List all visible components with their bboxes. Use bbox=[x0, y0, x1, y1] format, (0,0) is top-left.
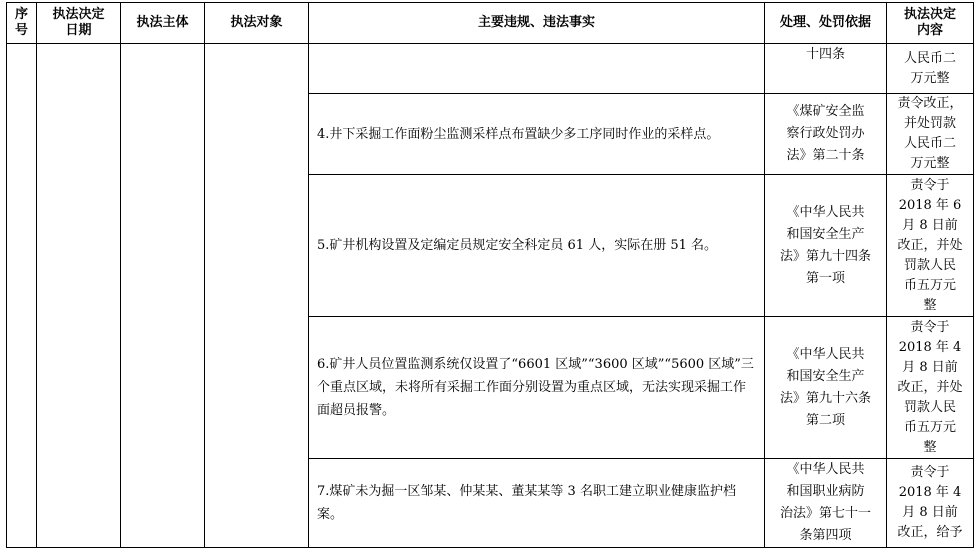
enforcement-table bbox=[6, 2, 974, 548]
header-decision-date: 执法决定 日期 bbox=[37, 3, 121, 44]
decision-content-cell: 责令于 2018 年 4 月 8 日前 改正，并处 罚款人民 币五万元 整 bbox=[887, 317, 974, 459]
violation-facts-cell bbox=[309, 44, 765, 94]
object-cell bbox=[205, 44, 309, 548]
penalty-basis-cell: 《中华人民共 和国安全生产 法》第九十六条 第二项 bbox=[765, 317, 887, 459]
header-seq: 序 号 bbox=[7, 3, 37, 44]
header-violation-facts: 主要违规、违法事实 bbox=[309, 3, 765, 44]
penalty-basis-cell: 《中华人民共 和国安全生产 法》第九十四条 第一项 bbox=[765, 175, 887, 317]
violation-facts-cell: 4.井下采掘工作面粉尘监测采样点布置缺少多工序同时作业的采样点。 bbox=[309, 94, 765, 175]
penalty-basis-cell: 《煤矿安全监 察行政处罚办 法》第二十条 bbox=[765, 94, 887, 175]
date-cell bbox=[37, 44, 121, 548]
header-penalty-basis: 处理、处罚依据 bbox=[765, 3, 887, 44]
header-enforcement-object: 执法对象 bbox=[205, 3, 309, 44]
penalty-basis-cell: 十四条 bbox=[765, 44, 887, 94]
penalty-basis-cell: 《中华人民共 和国职业病防 治法》第七十一 条第四项 bbox=[765, 459, 887, 548]
decision-content-cell: 责令于 2018 年 6 月 8 日前 改正，并处 罚款人民 币五万元 整 bbox=[887, 175, 974, 317]
table-row bbox=[7, 44, 974, 94]
decision-content-cell: 责令改正， 并处罚款 人民币二 万元整 bbox=[887, 94, 974, 175]
header-enforcement-subject: 执法主体 bbox=[121, 3, 205, 44]
decision-content-cell: 人民币二 万元整 bbox=[887, 44, 974, 94]
decision-content-cell: 责令于 2018 年 4 月 8 日前 改正，给予 bbox=[887, 459, 974, 548]
header-row bbox=[7, 3, 974, 44]
seq-cell bbox=[7, 44, 37, 548]
header-decision-content: 执法决定 内容 bbox=[887, 3, 974, 44]
violation-facts-cell: 7.煤矿未为掘一区邹某、仲某某、董某某等 3 名职工建立职业健康监护档案。 bbox=[309, 459, 765, 548]
violation-facts-cell: 5.矿井机构设置及定编定员规定安全科定员 61 人，实际在册 51 名。 bbox=[309, 175, 765, 317]
subject-cell bbox=[121, 44, 205, 548]
violation-facts-cell: 6.矿井人员位置监测系统仅设置了“6601 区域”“3600 区域”“5600 区域”三个重点区域，未将所有采掘工作面分别设置为重点区域，无法实现采掘工作面超员报警。 bbox=[309, 317, 765, 459]
